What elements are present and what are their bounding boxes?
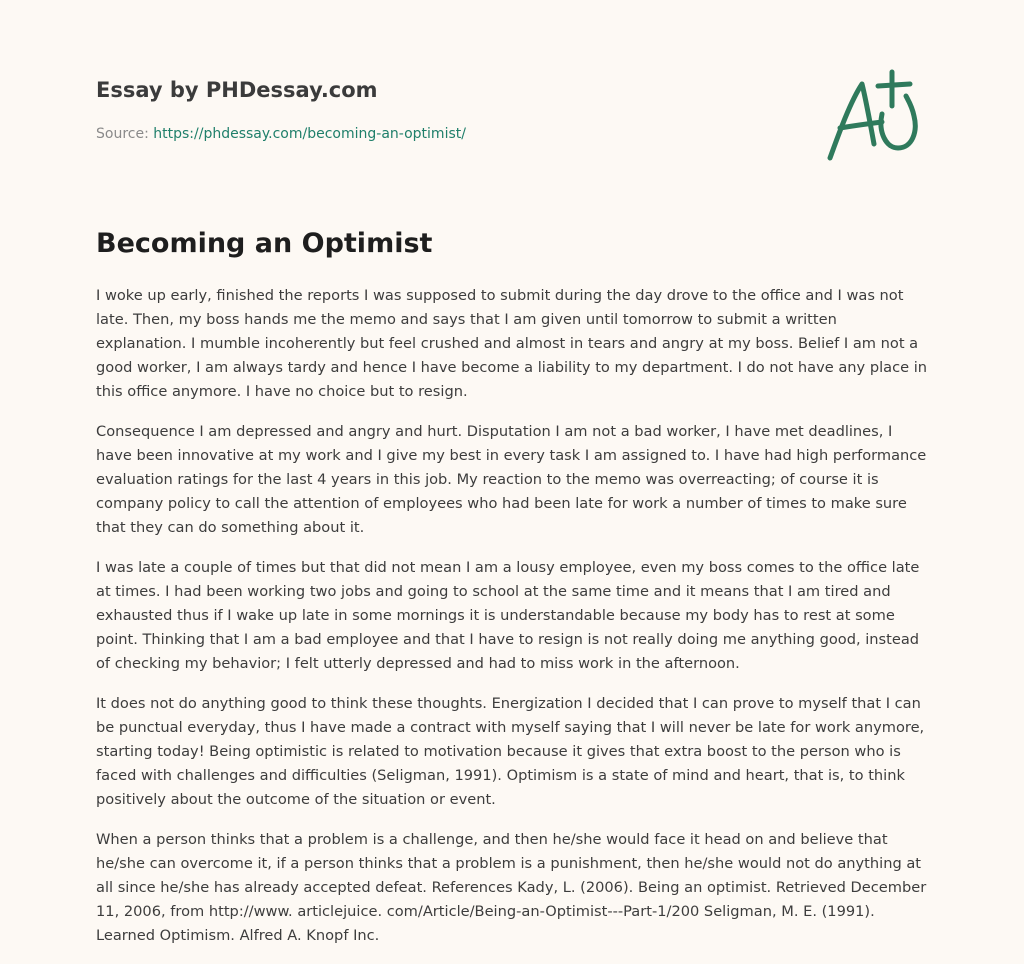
source-link[interactable]: https://phdessay.com/becoming-an-optimist/ (153, 126, 466, 142)
paragraph-5: When a person thinks that a problem is a challenge, and then he/she would face it head on and believe that he/she can overcome it, if a person thinks that a problem is a punishment, then he/she would not do anything at all since he/she has already accepted defeat. References Kady, L. (2006). Being an optimist. Retrieved December 11, 2006, from http://www. articlejuice. com/Article/Being-an-Optimist---Part-1/200 Seligman, M. E. (1991). Learned Optimism. Alfred A. Knopf Inc. (96, 831, 927, 944)
a-plus-grade-icon (822, 66, 930, 166)
paragraph-4: It does not do anything good to think these thoughts. Energization I decided that I can prove to myself that I can be punctual everyday, thus I have made a contract with myself saying that I will never be late for work anymore, starting today! Being optimistic is related to motivation because it gives that extra boost to the person who is faced with challenges and difficulties (Seligman, 1991). Optimism is a state of mind and heart, that is, to think positively about the outcome of the situation or event. (96, 695, 925, 808)
essay-article (96, 222, 928, 964)
essay-header (96, 76, 736, 144)
source-line (96, 124, 736, 144)
site-title: Essay by PHDessay.com (96, 78, 378, 102)
paragraph-1: I woke up early, finished the reports I was supposed to submit during the day drove to the office and I was not late. Then, my boss hands me the memo and says that I am given until tomorrow to submit a written explanation. I mumble incoherently but feel crushed and almost in tears and angry at my boss. Belief I am not a good worker, I am always tardy and hence I have become a liability to my department. I do not have any place in this office anymore. I have no choice but to resign. (96, 287, 928, 400)
article-title: Becoming an Optimist (96, 228, 433, 259)
paragraph-2: Consequence I am depressed and angry and hurt. Disputation I am not a bad worker, I have met deadlines, I have been innovative at my work and I give my best in every task I am assigned to. I have had high performance evaluation ratings for the last 4 years in this job. My reaction to the memo was overreacting; of course it is company policy to call the attention of employees who had been late for work a number of times to make sure that they can do something about it. (96, 423, 927, 536)
paragraph-3: I was late a couple of times but that did not mean I am a lousy employee, even my boss comes to the office late at times. I had been working two jobs and going to school at the same time and it means that I am tired and exhausted thus if I wake up late in some mornings it is understandable because my body has to rest at some point. Thinking that I am a bad employee and that I have to resign is not really doing me anything good, instead of checking my behavior; I felt utterly depressed and had to miss work in the afternoon. (96, 559, 920, 672)
source-label: Source: (96, 126, 149, 142)
